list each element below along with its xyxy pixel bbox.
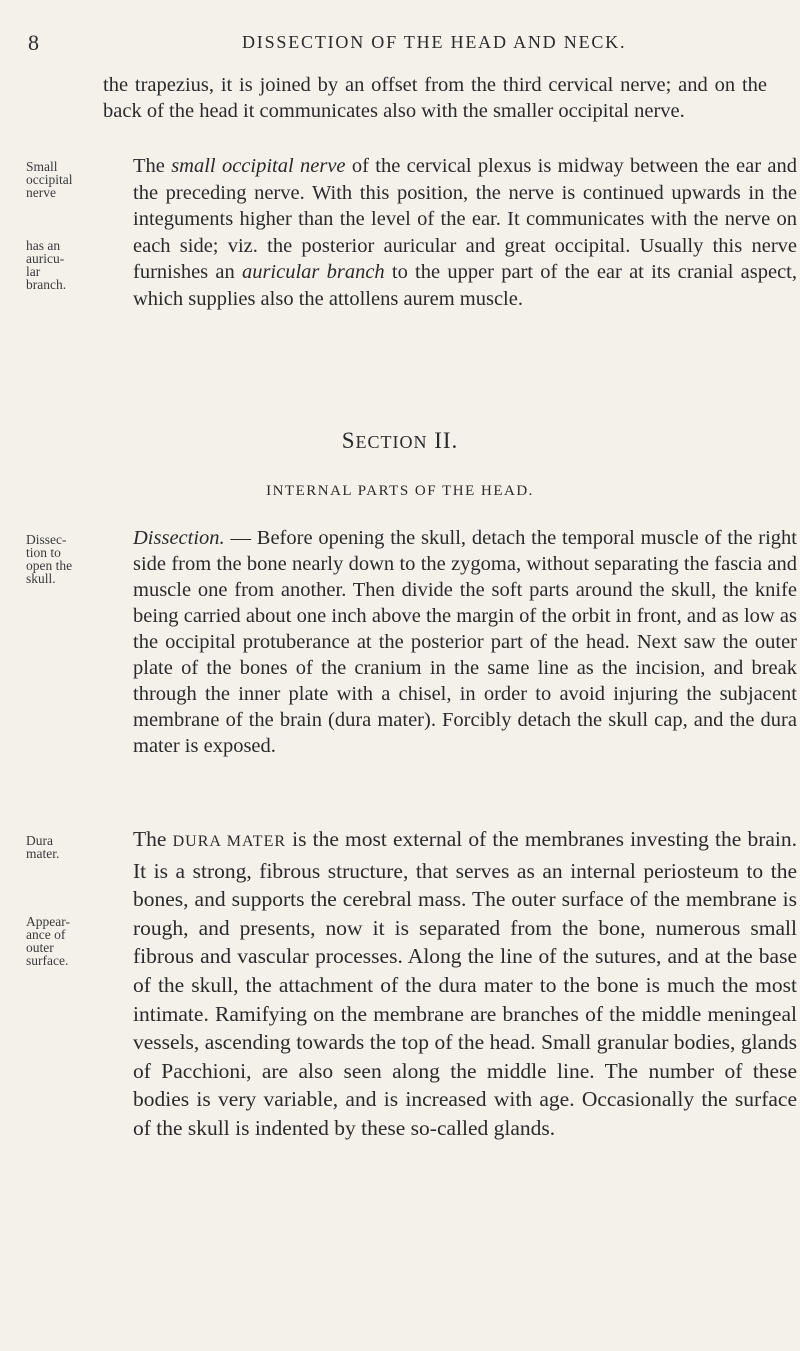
margin-note-line: lar [26,264,41,279]
paragraph-dura-mater [103,825,797,1143]
margin-note-line: occipital [26,172,73,187]
term-auricular-branch: auricular branch [241,261,385,283]
page-number: 8 [28,30,39,55]
margin-note-small-occipital [26,160,90,199]
paragraph-trapezius [103,72,767,124]
heading-rest: ECTION [355,432,428,452]
margin-note-line: tion to [26,545,61,560]
term-dissection: Dissection. [133,527,225,549]
margin-note-line: surface. [26,953,69,968]
term-dura-mater: DURA MATER [172,833,287,850]
paragraph-small-occipital [103,153,797,312]
section-heading [0,428,800,454]
margin-note-line: auricu- [26,251,65,266]
paragraph-text: — Before opening the skull, detach the temporal muscle of the right side from the bone nearly down to the zygoma, without separating the fascia and muscle one from another. Then divide the soft parts around the skull, the knife being carried about one inch above the margin of the orbit in front, and as low as the occipital protuberance at the posterior part of the head. Next saw the outer plate of the bones of the cranium in the same line as the incision, and break through the inner plate with a chisel, in order to avoid injuring the subjacent membrane of the brain (dura mater). Forcibly detach the skull cap, and the dura mater is exposed. [133,527,797,757]
margin-note-line: open the [26,558,73,573]
margin-note-auricular-branch [26,239,90,291]
margin-note-line: branch. [26,277,67,292]
margin-note-dissection [26,533,90,585]
margin-note-line: mater. [26,846,60,861]
paragraph-text: the trapezius, it is joined by an offset from the third cervical nerve; and on the back of the head it communicates also with the smaller occipital nerve. [103,74,767,122]
running-title: DISSECTION OF THE HEAD AND NECK. [242,32,627,52]
margin-note-appearance [26,915,90,967]
margin-note-line: nerve [26,185,56,200]
margin-note-line: Dissec- [26,532,67,547]
margin-note-line: Small [26,159,58,174]
paragraph-text: to the upper part of the ear at its cranial aspect, which supplies also the attollens aurem muscle. [133,261,797,310]
paragraph-text: The [133,827,173,851]
margin-note-line: Dura [26,833,53,848]
term-small-occipital-nerve: small occipital nerve [171,155,346,177]
paragraph-dissection [103,525,797,759]
paragraph-text: of the cervical plexus is midway between the ear and the preceding nerve. With this position, the nerve is continued upwards in the integuments higher than the level of the ear. It communicates with the nerve on each side; viz. the posterior auricular and great occipital. Usually this nerve furnishes an [133,155,797,283]
margin-note-line: ance of [26,927,66,942]
heading-number: II. [427,428,459,453]
margin-note-dura-mater [26,834,90,860]
margin-note-line: Appear- [26,914,70,929]
paragraph-text: The [133,155,172,177]
margin-note-line: skull. [26,571,56,586]
margin-note-line: has an [26,238,61,253]
paragraph-text: is the most external of the membranes investing the brain. It is a strong, fibrous structure, that serves as an internal periosteum to the bones, and supports the cerebral mass. The outer surface of the membrane is rough, and presents, now it is separated from the bone, numerous small fibrous and vascular processes. Along the line of the sutures, and at the base of the skull, the attachment of the dura mater to the bone is much the most intimate. Ramifying on the membrane are branches of the middle meningeal vessels, ascending towards the top of the head. Small granular bodies, glands of Pacchioni, are also seen along the middle line. The number of these bodies is very variable, and is increased with age. Occasionally the surface of the skull is indented by these so-called glands. [133,827,797,1140]
section-subheading: INTERNAL PARTS OF THE HEAD. [266,483,534,499]
margin-note-line: outer [26,940,54,955]
running-head [0,30,800,60]
heading-cap: S [341,428,356,453]
